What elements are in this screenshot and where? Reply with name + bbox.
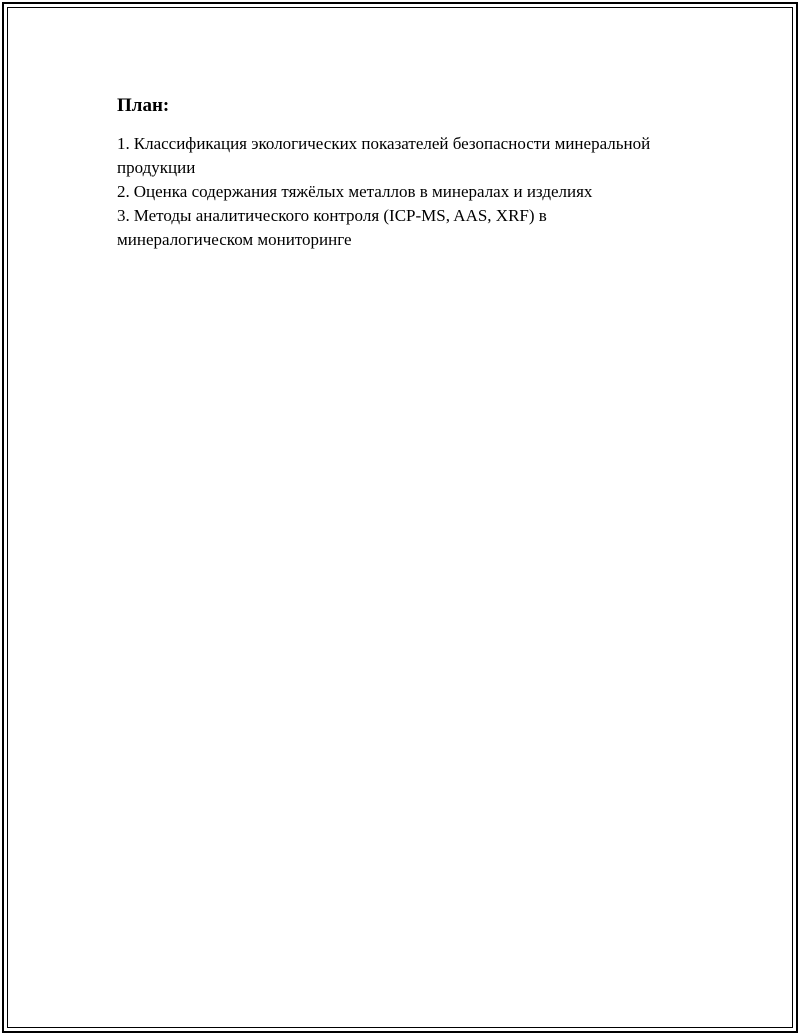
plan-list: [117, 132, 677, 252]
plan-title: План:: [117, 95, 170, 116]
plan-item-number: 1.: [117, 134, 130, 153]
plan-item: [117, 132, 677, 180]
document-content: [117, 94, 677, 252]
plan-item-text: Оценка содержания тяжёлых металлов в минералах и изделиях: [133, 182, 593, 201]
plan-item: [117, 180, 677, 204]
plan-item-text: Методы аналитического контроля (ICP-MS, AAS, XRF) в минералогическом мониторинге: [117, 206, 547, 249]
plan-item-number: 3.: [117, 206, 130, 225]
plan-item-text: Классификация экологических показателей безопасности минеральной продукции: [117, 134, 651, 177]
plan-item: [117, 204, 677, 252]
plan-item-number: 2.: [117, 182, 130, 201]
